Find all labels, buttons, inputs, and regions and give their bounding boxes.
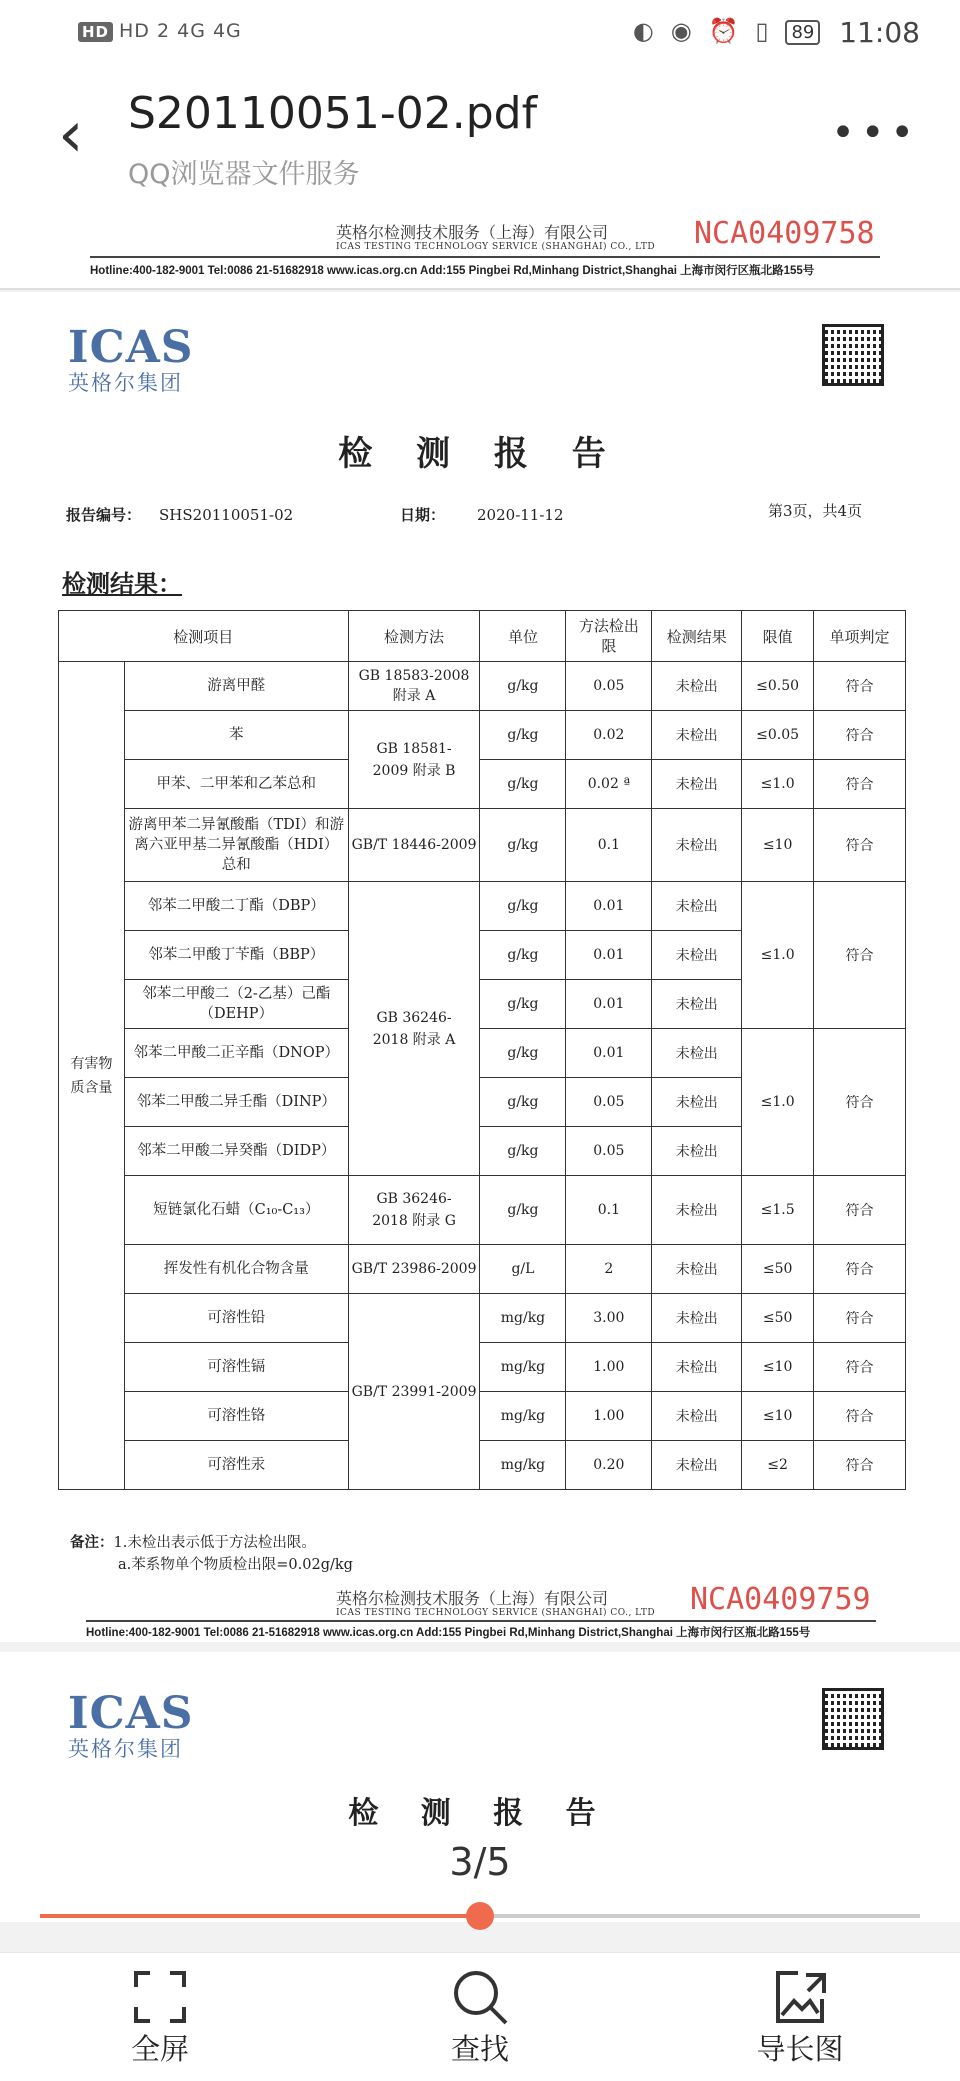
table-row xyxy=(59,1245,906,1294)
notes xyxy=(70,1532,353,1576)
mdl-cell: 1.00 xyxy=(566,1392,652,1441)
item-cell: 邻苯二甲酸二丁酯（DBP） xyxy=(124,882,348,931)
table-header-row xyxy=(59,611,906,662)
search-icon xyxy=(400,1963,560,2027)
vibrate-icon: ▯ xyxy=(755,17,769,45)
fullscreen-button[interactable] xyxy=(80,1963,240,2068)
results-table xyxy=(58,610,906,1490)
judge-cell: 符合 xyxy=(814,760,906,809)
mdl-cell: 0.01 xyxy=(566,1029,652,1078)
unit-cell: g/kg xyxy=(480,711,566,760)
header-judge: 单项判定 xyxy=(814,611,906,662)
item-cell: 可溶性铅 xyxy=(124,1294,348,1343)
limit-cell: ≤10 xyxy=(742,1343,814,1392)
item-cell: 邻苯二甲酸二异癸酯（DIDP） xyxy=(124,1127,348,1176)
judge-cell: 符合 xyxy=(814,1294,906,1343)
limit-cell: ≤2 xyxy=(742,1441,814,1490)
result-cell: 未检出 xyxy=(652,760,742,809)
table-row xyxy=(59,882,906,931)
item-cell: 短链氯化石蜡（C₁₀-C₁₃） xyxy=(124,1176,348,1245)
report-date xyxy=(400,504,564,525)
header-limit: 限值 xyxy=(742,611,814,662)
nca-number-top: NCA0409758 xyxy=(694,216,875,251)
company-name-en: ICAS TESTING TECHNOLOGY SERVICE (SHANGHAI) CO., LTD xyxy=(336,1608,656,1618)
mdl-cell: 0.05 xyxy=(566,1127,652,1176)
limit-cell: ≤10 xyxy=(742,809,814,882)
mdl-cell: 0.01 xyxy=(566,882,652,931)
logo-text-en: ICAS xyxy=(68,322,194,373)
result-cell: 未检出 xyxy=(652,711,742,760)
table-row xyxy=(59,760,906,809)
table-row xyxy=(59,662,906,711)
table-row xyxy=(59,711,906,760)
item-cell: 邻苯二甲酸二正辛酯（DNOP） xyxy=(124,1029,348,1078)
clock: 11:08 xyxy=(839,16,920,49)
battery-icon: 89 xyxy=(785,20,820,45)
long-image-button[interactable] xyxy=(720,1963,880,2068)
mdl-cell: 0.1 xyxy=(566,1176,652,1245)
judge-cell: 符合 xyxy=(814,711,906,760)
judge-cell: 符合 xyxy=(814,1343,906,1392)
document-subtitle: QQ浏览器文件服务 xyxy=(128,159,360,190)
method-cell: GB/T 18446-2009 xyxy=(348,809,480,882)
item-cell: 邻苯二甲酸二异壬酯（DINP） xyxy=(124,1078,348,1127)
result-cell: 未检出 xyxy=(652,980,742,1029)
back-button[interactable] xyxy=(58,100,98,180)
item-cell: 游离甲醛 xyxy=(124,662,348,711)
company-name-en: ICAS TESTING TECHNOLOGY SERVICE (SHANGHAI) CO., LTD xyxy=(336,242,656,252)
slider-thumb[interactable] xyxy=(466,1902,494,1930)
table-row xyxy=(59,1176,906,1245)
note-2: a.苯系物单个物质检出限=0.02g/kg xyxy=(118,1557,353,1573)
judge-cell: 符合 xyxy=(814,882,906,1029)
result-cell: 未检出 xyxy=(652,1029,742,1078)
icas-logo xyxy=(68,1688,194,1763)
long-image-label: 导长图 xyxy=(756,2032,844,2066)
method-cell: GB 18583-2008 附录 A xyxy=(348,662,480,711)
app-header xyxy=(0,70,960,200)
method-cell: GB 18581-2009 附录 B xyxy=(348,711,480,809)
item-cell: 甲苯、二甲苯和乙苯总和 xyxy=(124,760,348,809)
mdl-cell: 1.00 xyxy=(566,1343,652,1392)
bottom-toolbar xyxy=(0,1952,960,2081)
logo-text-en: ICAS xyxy=(68,1688,194,1739)
document-title: S20110051-02.pdf xyxy=(128,88,538,139)
more-options-icon[interactable]: ••• xyxy=(831,110,920,156)
unit-cell: g/kg xyxy=(480,882,566,931)
mdl-cell: 0.1 xyxy=(566,809,652,882)
mdl-cell: 0.02 xyxy=(566,711,652,760)
unit-cell: g/L xyxy=(480,1245,566,1294)
result-cell: 未检出 xyxy=(652,662,742,711)
unit-cell: g/kg xyxy=(480,809,566,882)
unit-cell: g/kg xyxy=(480,1176,566,1245)
nca-number-bottom: NCA0409759 xyxy=(690,1582,871,1617)
judge-cell: 符合 xyxy=(814,662,906,711)
unit-cell: g/kg xyxy=(480,760,566,809)
mdl-cell: 0.20 xyxy=(566,1441,652,1490)
mdl-cell: 3.00 xyxy=(566,1294,652,1343)
page-info: 第3页，共4页 xyxy=(768,502,863,520)
item-cell: 邻苯二甲酸丁苄酯（BBP） xyxy=(124,931,348,980)
header-unit: 单位 xyxy=(480,611,566,662)
item-cell: 可溶性铬 xyxy=(124,1392,348,1441)
eye-icon: ◉ xyxy=(670,17,692,45)
status-right xyxy=(633,16,920,49)
header-item: 检测项目 xyxy=(59,611,349,662)
page-slider[interactable] xyxy=(40,1912,920,1920)
table-row xyxy=(59,1343,906,1392)
fullscreen-icon xyxy=(80,1963,240,2027)
alarm-icon: ⏰ xyxy=(708,17,739,45)
report-date-label: 日期： xyxy=(400,506,446,524)
item-cell: 邻苯二甲酸二（2-乙基）己酯（DEHP） xyxy=(124,980,348,1029)
company-name-cn: 英格尔检测技术服务（上海）有限公司 xyxy=(336,1589,609,1608)
report-number-label: 报告编号： xyxy=(66,506,142,524)
network-indicators xyxy=(78,20,242,42)
result-cell: 未检出 xyxy=(652,809,742,882)
method-cell: GB 36246-2018 附录 G xyxy=(348,1176,480,1245)
logo-text-cn: 英格尔集团 xyxy=(68,1737,183,1761)
limit-cell: ≤10 xyxy=(742,1392,814,1441)
limit-cell: ≤50 xyxy=(742,1245,814,1294)
qr-code-icon xyxy=(822,1688,884,1750)
logo-text-cn: 英格尔集团 xyxy=(68,371,183,395)
result-cell: 未检出 xyxy=(652,1127,742,1176)
report-title: 检 测 报 告 xyxy=(338,434,622,474)
header-result: 检测结果 xyxy=(652,611,742,662)
judge-cell: 符合 xyxy=(814,1392,906,1441)
unit-cell: g/kg xyxy=(480,1029,566,1078)
table-row xyxy=(59,1294,906,1343)
result-cell: 未检出 xyxy=(652,1392,742,1441)
hotline-text: Hotline:400-182-9001 Tel:0086 21-51682918 www.icas.org.cn Add:155 Pingbei Rd,Minhang District,Shanghai 上海市闵行区瓶北路155号 xyxy=(86,1627,811,1639)
result-cell: 未检出 xyxy=(652,1294,742,1343)
table-row xyxy=(59,1441,906,1490)
mdl-cell: 0.02 ª xyxy=(566,760,652,809)
header-mdl: 方法检出限 xyxy=(566,611,652,662)
footer-rule xyxy=(86,1620,876,1622)
hd-badge: HD xyxy=(78,22,113,42)
section-title: 检测结果： xyxy=(62,569,182,598)
report-title: 检 测 报 告 xyxy=(348,1796,612,1831)
result-cell: 未检出 xyxy=(652,1245,742,1294)
pdf-page-3 xyxy=(0,292,960,1642)
slider-fill xyxy=(40,1914,480,1918)
notes-label: 备注： xyxy=(70,1534,114,1551)
image-export-icon xyxy=(720,1963,880,2027)
result-cell: 未检出 xyxy=(652,931,742,980)
qr-code-icon xyxy=(822,324,884,386)
unit-cell: g/kg xyxy=(480,1127,566,1176)
mdl-cell: 2 xyxy=(566,1245,652,1294)
company-name-cn: 英格尔检测技术服务（上海）有限公司 xyxy=(336,223,609,242)
limit-cell: ≤0.05 xyxy=(742,711,814,760)
result-cell: 未检出 xyxy=(652,1441,742,1490)
unit-cell: g/kg xyxy=(480,662,566,711)
nfc-icon: ◐ xyxy=(632,17,654,45)
judge-cell: 符合 xyxy=(814,1029,906,1176)
mdl-cell: 0.01 xyxy=(566,931,652,980)
unit-cell: g/kg xyxy=(480,931,566,980)
judge-cell: 符合 xyxy=(814,809,906,882)
judge-cell: 符合 xyxy=(814,1176,906,1245)
chevron-left-icon: ‹ xyxy=(58,98,84,172)
limit-cell: ≤1.0 xyxy=(742,1029,814,1176)
unit-cell: mg/kg xyxy=(480,1392,566,1441)
footer-rule xyxy=(90,256,880,258)
method-cell: GB/T 23986-2009 xyxy=(348,1245,480,1294)
report-number-value: SHS20110051-02 xyxy=(159,506,294,524)
limit-cell: ≤1.0 xyxy=(742,760,814,809)
result-cell: 未检出 xyxy=(652,1176,742,1245)
unit-cell: g/kg xyxy=(480,980,566,1029)
note-1: 1.未检出表示低于方法检出限。 xyxy=(113,1535,316,1551)
category-cell: 有害物质含量 xyxy=(59,662,125,1490)
hotline-text: Hotline:400-182-9001 Tel:0086 21-51682918 www.icas.org.cn Add:155 Pingbei Rd,Minhang District,Shanghai 上海市闵行区瓶北路155号 xyxy=(90,265,815,277)
item-cell: 可溶性镉 xyxy=(124,1343,348,1392)
status-bar xyxy=(0,0,960,70)
item-cell: 苯 xyxy=(124,711,348,760)
table-row xyxy=(59,1392,906,1441)
icas-logo xyxy=(68,322,194,397)
limit-cell: ≤1.0 xyxy=(742,882,814,1029)
limit-cell: ≤50 xyxy=(742,1294,814,1343)
unit-cell: mg/kg xyxy=(480,1441,566,1490)
table-row xyxy=(59,809,906,882)
network-text: HD 2 4G 4G xyxy=(119,20,242,42)
judge-cell: 符合 xyxy=(814,1441,906,1490)
item-cell: 游离甲苯二异氰酸酯（TDI）和游离六亚甲基二异氰酸酯（HDI）总和 xyxy=(124,809,348,882)
header-method: 检测方法 xyxy=(348,611,480,662)
limit-cell: ≤0.50 xyxy=(742,662,814,711)
mdl-cell: 0.01 xyxy=(566,980,652,1029)
find-label: 查找 xyxy=(450,2032,509,2066)
pdf-page-previous xyxy=(0,200,960,290)
method-cell: GB 36246-2018 附录 A xyxy=(348,882,480,1176)
fullscreen-label: 全屏 xyxy=(130,2032,189,2066)
result-cell: 未检出 xyxy=(652,1078,742,1127)
find-button[interactable] xyxy=(400,1963,560,2068)
result-cell: 未检出 xyxy=(652,882,742,931)
judge-cell: 符合 xyxy=(814,1245,906,1294)
mdl-cell: 0.05 xyxy=(566,1078,652,1127)
unit-cell: mg/kg xyxy=(480,1343,566,1392)
item-cell: 挥发性有机化合物含量 xyxy=(124,1245,348,1294)
unit-cell: g/kg xyxy=(480,1078,566,1127)
report-date-value: 2020-11-12 xyxy=(477,506,564,524)
report-number xyxy=(66,504,293,525)
result-cell: 未检出 xyxy=(652,1343,742,1392)
limit-cell: ≤1.5 xyxy=(742,1176,814,1245)
method-cell: GB/T 23991-2009 xyxy=(348,1294,480,1490)
page-indicator: 3/5 xyxy=(449,1840,511,1884)
table-row xyxy=(59,1029,906,1078)
unit-cell: mg/kg xyxy=(480,1294,566,1343)
mdl-cell: 0.05 xyxy=(566,662,652,711)
item-cell: 可溶性汞 xyxy=(124,1441,348,1490)
